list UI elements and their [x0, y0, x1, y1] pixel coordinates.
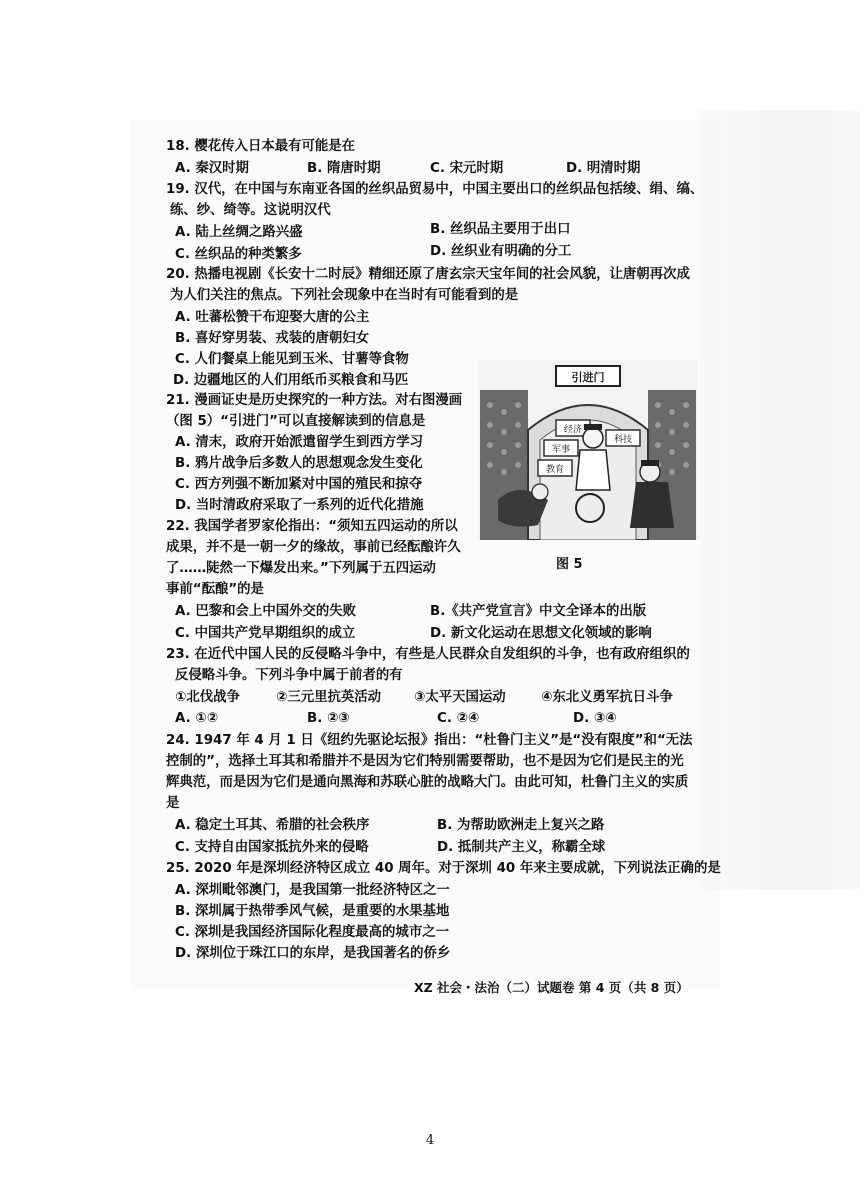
q21-option-d: D. 当时清政府采取了一系列的近代化措施 [175, 498, 424, 513]
q22-option-a: A. 巴黎和会上中国外交的失败 [175, 604, 357, 619]
figure-5-cartoon [478, 360, 698, 540]
q18-option-c: C. 宋元时期 [430, 161, 504, 176]
q25-option-b: B. 深圳属于热带季风气候，是重要的水果基地 [175, 904, 450, 919]
q23-stem-line1: 23. 在近代中国人民的反侵略斗争中，有些是人民群众自发组织的斗争，也有政府组织的 [166, 647, 690, 662]
q23-stem-line2: 反侵略斗争。下列斗争中属于前者的有 [175, 668, 403, 683]
q20-stem-line1: 20. 热播电视剧《长安十二时辰》精细还原了唐玄宗天宝年间的社会风貌，让唐朝再次成 [166, 267, 690, 282]
q22-stem-line3: 了……陡然一下爆发出来。”下列属于五四运动 [166, 561, 436, 576]
q22-stem-line1: 22. 我国学者罗家伦指出：“须知五四运动的所以 [166, 519, 458, 534]
q24-stem-line4: 是 [166, 796, 180, 811]
q24-option-b: B. 为帮助欧洲走上复兴之路 [437, 818, 605, 833]
q23-item-3: ③太平天国运动 [414, 690, 506, 705]
q21-stem-line2: （图 5）“引进门”可以直接解读到的信息是 [166, 414, 426, 429]
q24-stem-line1: 24. 1947 年 4 月 1 日《纽约先驱论坛报》指出：“杜鲁门主义”是“没有限度”和“无法 [166, 733, 693, 748]
page-number: 4 [425, 1133, 435, 1148]
q25-stem: 25. 2020 年是深圳经济特区成立 40 周年。对于深圳 40 年来主要成就，下列说法正确的是 [166, 861, 721, 876]
q21-option-a: A. 清末，政府开始派遣留学生到西方学习 [175, 435, 424, 450]
q20-option-c: C. 人们餐桌上能见到玉米、甘薯等食物 [175, 352, 409, 367]
q18-option-a: A. 秦汉时期 [175, 161, 249, 176]
q24-option-d: D. 抵制共产主义，称霸全球 [437, 840, 606, 855]
figure-sign-text: 引进门 [571, 371, 605, 384]
q23-option-a: A. ①② [175, 711, 219, 726]
figure-caption: 图 5 [556, 557, 583, 572]
q20-option-a: A. 吐蕃松赞干布迎娶大唐的公主 [175, 310, 370, 325]
q20-stem-line2: 为人们关注的焦点。下列社会现象中在当时有可能看到的是 [170, 288, 519, 303]
q18-stem: 18. 樱花传入日本最有可能是在 [166, 139, 356, 154]
q22-option-c: C. 中国共产党早期组织的成立 [175, 626, 356, 641]
q22-option-d: D. 新文化运动在思想文化领域的影响 [430, 626, 652, 641]
crate-label-technology: 科技 [613, 435, 633, 445]
q20-option-d: D. 边疆地区的人们用纸币买粮食和马匹 [173, 373, 409, 388]
q23-item-4: ④东北义勇军抗日斗争 [541, 690, 673, 705]
scan-shadow [700, 110, 860, 890]
q20-option-b: B. 喜好穿男装、戎装的唐朝妇女 [175, 331, 370, 346]
q24-stem-line2: 控制的”，选择土耳其和希腊并不是因为它们特别需要帮助，也不是因为它们是民主的光 [166, 754, 684, 769]
crate-label-education: 教育 [545, 465, 565, 475]
crate-label-military: 军事 [551, 445, 571, 455]
q23-option-b: B. ②③ [307, 711, 350, 726]
q23-option-d: D. ③④ [573, 711, 617, 726]
q19-option-b: B. 丝织品主要用于出口 [430, 222, 571, 237]
q23-item-1: ①北伐战争 [175, 690, 240, 705]
q19-stem-line1: 19. 汉代，在中国与东南亚各国的丝织品贸易中，中国主要出口的丝织品包括绫、绢、缟、 [166, 182, 704, 197]
q19-option-a: A. 陆上丝绸之路兴盛 [175, 225, 303, 240]
q19-option-d: D. 丝织业有明确的分工 [430, 244, 572, 259]
q25-option-c: C. 深圳是我国经济国际化程度最高的城市之一 [175, 925, 449, 940]
q21-stem-line1: 21. 漫画证史是历史探究的一种方法。对右图漫画 [166, 393, 463, 408]
q22-stem-line4: 事前“酝酿”的是 [166, 582, 264, 597]
q25-option-d: D. 深圳位于珠江口的东岸，是我国著名的侨乡 [175, 946, 451, 961]
q22-stem-line2: 成果，并不是一朝一夕的缘故，事前已经酝酿许久 [166, 540, 461, 555]
q23-item-2: ②三元里抗英活动 [276, 690, 382, 705]
exam-footer: XZ 社会・法治（二）试题卷 第 4 页（共 8 页） [414, 980, 689, 995]
crate-label-economy: 经济 [563, 425, 583, 435]
q19-option-c: C. 丝织品的种类繁多 [175, 247, 302, 262]
q21-option-c: C. 西方列强不断加紧对中国的殖民和掠夺 [175, 477, 423, 492]
q23-option-c: C. ②④ [437, 711, 480, 726]
q24-stem-line3: 辉典范，而是因为它们是通向黑海和苏联心脏的战略大门。由此可知，杜鲁门主义的实质 [166, 775, 689, 790]
q24-option-c: C. 支持自由国家抵抗外来的侵略 [175, 840, 369, 855]
q25-option-a: A. 深圳毗邻澳门，是我国第一批经济特区之一 [175, 883, 450, 898]
q19-stem-line2: 练、纱、绮等。这说明汉代 [170, 203, 331, 218]
q24-option-a: A. 稳定土耳其、希腊的社会秩序 [175, 818, 370, 833]
q22-option-b: B.《共产党宣言》中文全译本的出版 [430, 604, 647, 619]
q21-option-b: B. 鸦片战争后多数人的思想观念发生变化 [175, 456, 423, 471]
q18-option-b: B. 隋唐时期 [307, 161, 381, 176]
q18-option-d: D. 明清时期 [566, 161, 641, 176]
